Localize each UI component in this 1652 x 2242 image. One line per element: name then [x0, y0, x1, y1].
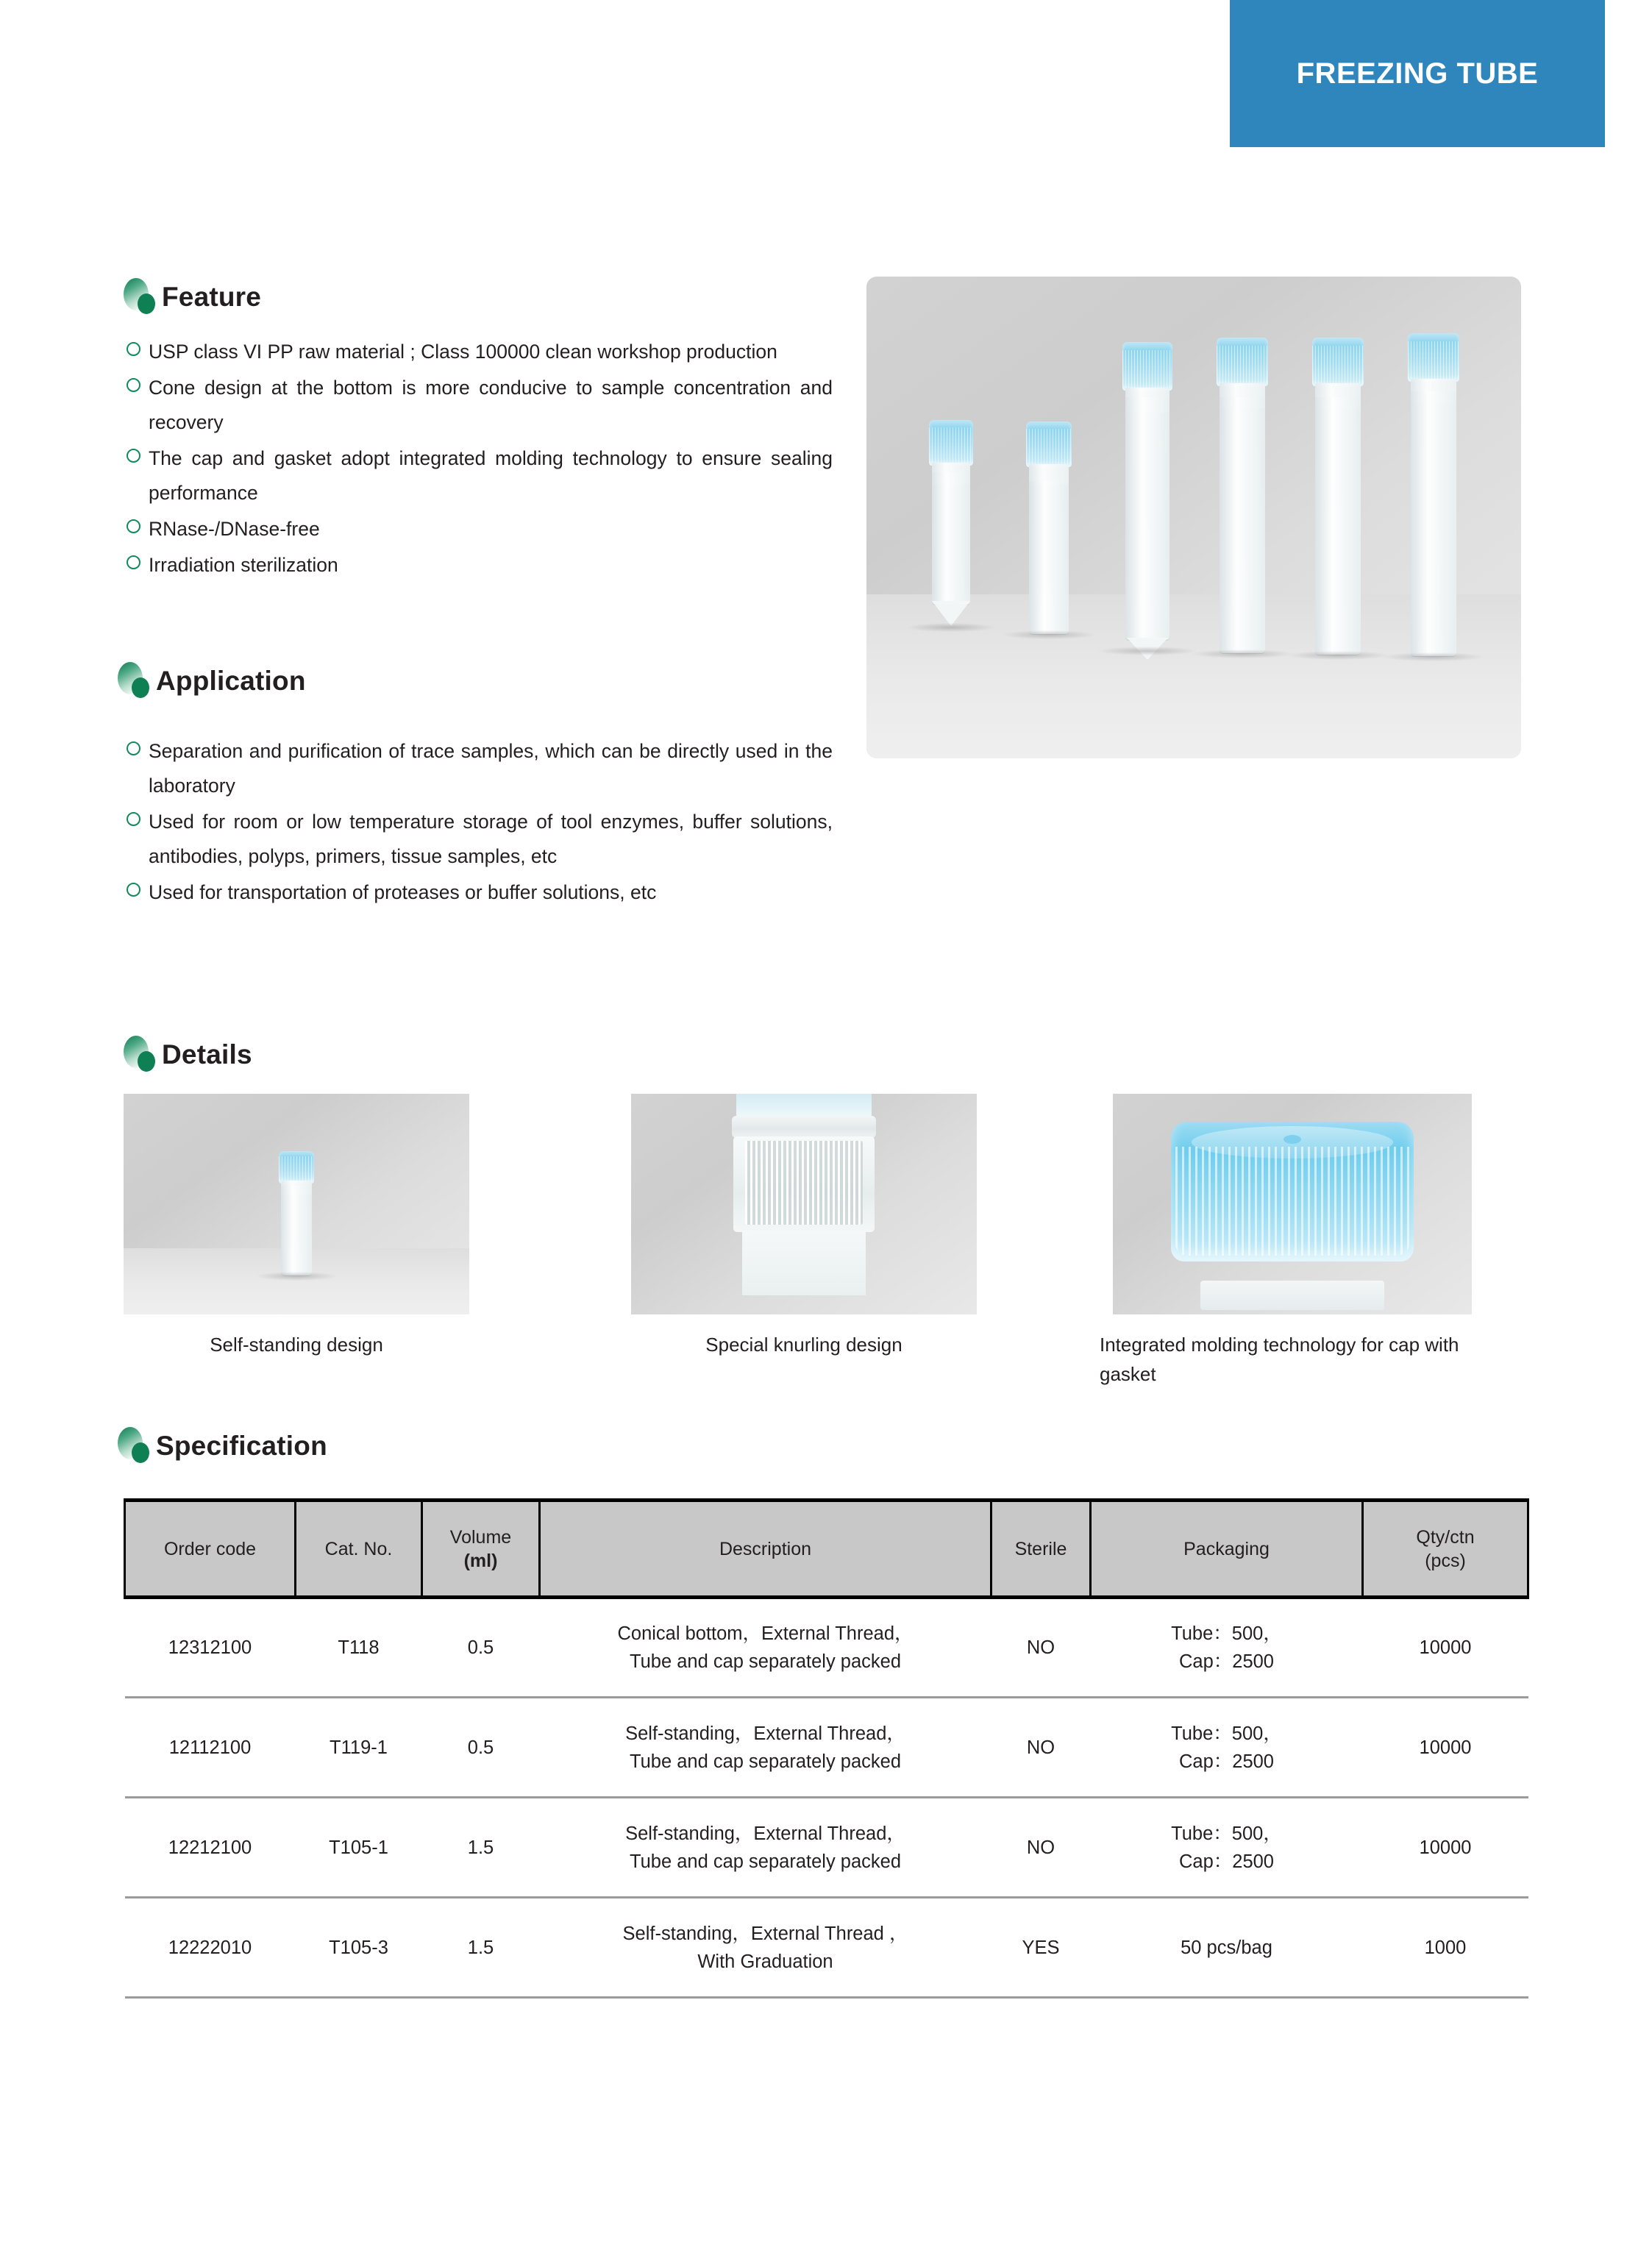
- circle-bullet-icon: [127, 883, 140, 897]
- column-header-cat-no: Cat. No.: [296, 1501, 422, 1598]
- circle-bullet-icon: [127, 519, 140, 533]
- detail-caption-1: Self-standing design: [210, 1334, 383, 1356]
- teardrop-bullet-icon: [124, 278, 156, 316]
- hero-product-photo: [866, 277, 1521, 758]
- feature-item-text: USP class VI PP raw material ; Class 100000 clean workshop production: [149, 341, 777, 363]
- page-title: FREEZING TUBE: [1296, 57, 1539, 90]
- feature-item-text: Cone design at the bottom is more conducive to sample concentration and recovery: [149, 377, 833, 433]
- cell-qty: 1000: [1363, 1898, 1528, 1998]
- circle-bullet-icon: [127, 378, 140, 392]
- cell-volume: 0.5: [422, 1598, 540, 1698]
- list-item: [127, 875, 833, 910]
- detail-caption-2: Special knurling design: [705, 1334, 902, 1356]
- cell-order-code: 12222010: [125, 1898, 296, 1998]
- circle-bullet-icon: [127, 812, 140, 826]
- product-tube: [1118, 342, 1177, 651]
- cell-packaging: Tube：500， Cap：2500: [1091, 1698, 1363, 1798]
- teardrop-bullet-icon: [118, 1427, 150, 1465]
- list-item: [127, 548, 833, 583]
- circle-bullet-icon: [127, 555, 140, 569]
- section-title-details: Details: [162, 1039, 252, 1070]
- header-banner: [1230, 0, 1605, 147]
- detail-photo-knurling: [631, 1094, 977, 1314]
- list-item: [127, 441, 833, 510]
- cell-packaging: Tube：500， Cap：2500: [1091, 1798, 1363, 1898]
- application-item-text: Separation and purification of trace samples, which can be directly used in the laboratory: [149, 740, 833, 797]
- product-tube: [1403, 333, 1464, 657]
- column-header-volume: Volume (ml): [422, 1501, 540, 1598]
- table-row: [125, 1598, 1528, 1698]
- section-title-feature: Feature: [162, 282, 262, 312]
- cell-volume: 1.5: [422, 1798, 540, 1898]
- cell-description: Self-standing，External Thread ， With Graduation: [540, 1898, 991, 1998]
- cell-cat-no: T118: [296, 1598, 422, 1698]
- circle-bullet-icon: [127, 741, 140, 755]
- section-heading-specification: [118, 1427, 327, 1465]
- section-heading-details: [124, 1036, 252, 1074]
- column-header-description: Description: [540, 1501, 991, 1598]
- knurl-closeup-graphic: [732, 1094, 876, 1295]
- teardrop-bullet-icon: [118, 662, 150, 700]
- list-item: [127, 734, 833, 803]
- application-list: [127, 734, 833, 911]
- column-header-order-code: Order code: [125, 1501, 296, 1598]
- blue-cap-graphic: [1171, 1122, 1414, 1261]
- detail-caption-3: Integrated molding technology for cap with gasket: [1100, 1334, 1459, 1385]
- cell-sterile: NO: [991, 1598, 1091, 1698]
- teardrop-bullet-icon: [124, 1036, 156, 1074]
- feature-item-text: The cap and gasket adopt integrated molding technology to ensure sealing performance: [149, 447, 833, 504]
- cell-cat-no: T119-1: [296, 1698, 422, 1798]
- product-tube: [1308, 338, 1368, 655]
- cell-cat-no: T105-3: [296, 1898, 422, 1998]
- cell-order-code: 12312100: [125, 1598, 296, 1698]
- column-header-packaging: Packaging: [1091, 1501, 1363, 1598]
- cell-packaging: Tube：500， Cap：2500: [1091, 1598, 1363, 1698]
- cell-qty: 10000: [1363, 1798, 1528, 1898]
- cell-sterile: YES: [991, 1898, 1091, 1998]
- feature-item-text: Irradiation sterilization: [149, 554, 338, 576]
- specification-table: [124, 1498, 1529, 1999]
- section-title-application: Application: [156, 666, 306, 696]
- table-row: [125, 1798, 1528, 1898]
- application-item-text: Used for transportation of proteases or buffer solutions, etc: [149, 881, 657, 903]
- cell-volume: 0.5: [422, 1698, 540, 1798]
- circle-bullet-icon: [127, 342, 140, 356]
- circle-bullet-icon: [127, 449, 140, 463]
- product-tube: [1212, 338, 1272, 654]
- column-header-sterile: Sterile: [991, 1501, 1091, 1598]
- section-heading-application: [118, 662, 306, 700]
- list-item: [127, 335, 833, 369]
- cell-order-code: 12112100: [125, 1698, 296, 1798]
- table-row: [125, 1698, 1528, 1798]
- cell-qty: 10000: [1363, 1698, 1528, 1798]
- table-row: [125, 1898, 1528, 1998]
- list-item: [127, 805, 833, 874]
- section-heading-feature: [124, 278, 261, 316]
- product-tube: [1022, 421, 1075, 635]
- cell-volume: 1.5: [422, 1898, 540, 1998]
- list-item: [127, 371, 833, 440]
- detail-photo-self-standing: [124, 1094, 469, 1314]
- cell-qty: 10000: [1363, 1598, 1528, 1698]
- cell-description: Conical bottom，External Thread， Tube and cap separately packed: [540, 1598, 991, 1698]
- detail-photo-cap-gasket: [1113, 1094, 1472, 1314]
- cell-order-code: 12212100: [125, 1798, 296, 1898]
- application-item-text: Used for room or low temperature storage of tool enzymes, buffer solutions, antibodies, polyps, primers, tissue samples, etc: [149, 811, 833, 867]
- feature-item-text: RNase-/DNase-free: [149, 518, 320, 540]
- cell-sterile: NO: [991, 1798, 1091, 1898]
- cell-packaging: 50 pcs/bag: [1091, 1898, 1363, 1998]
- table-header-row: [125, 1501, 1528, 1598]
- cell-description: Self-standing，External Thread， Tube and cap separately packed: [540, 1798, 991, 1898]
- list-item: [127, 512, 833, 547]
- column-header-qty-ctn: Qty/ctn (pcs): [1363, 1501, 1528, 1598]
- feature-list: [127, 335, 833, 584]
- cell-description: Self-standing，External Thread， Tube and cap separately packed: [540, 1698, 991, 1798]
- section-title-specification: Specification: [156, 1431, 327, 1461]
- cell-cat-no: T105-1: [296, 1798, 422, 1898]
- cell-sterile: NO: [991, 1698, 1091, 1798]
- product-tube: [925, 420, 977, 627]
